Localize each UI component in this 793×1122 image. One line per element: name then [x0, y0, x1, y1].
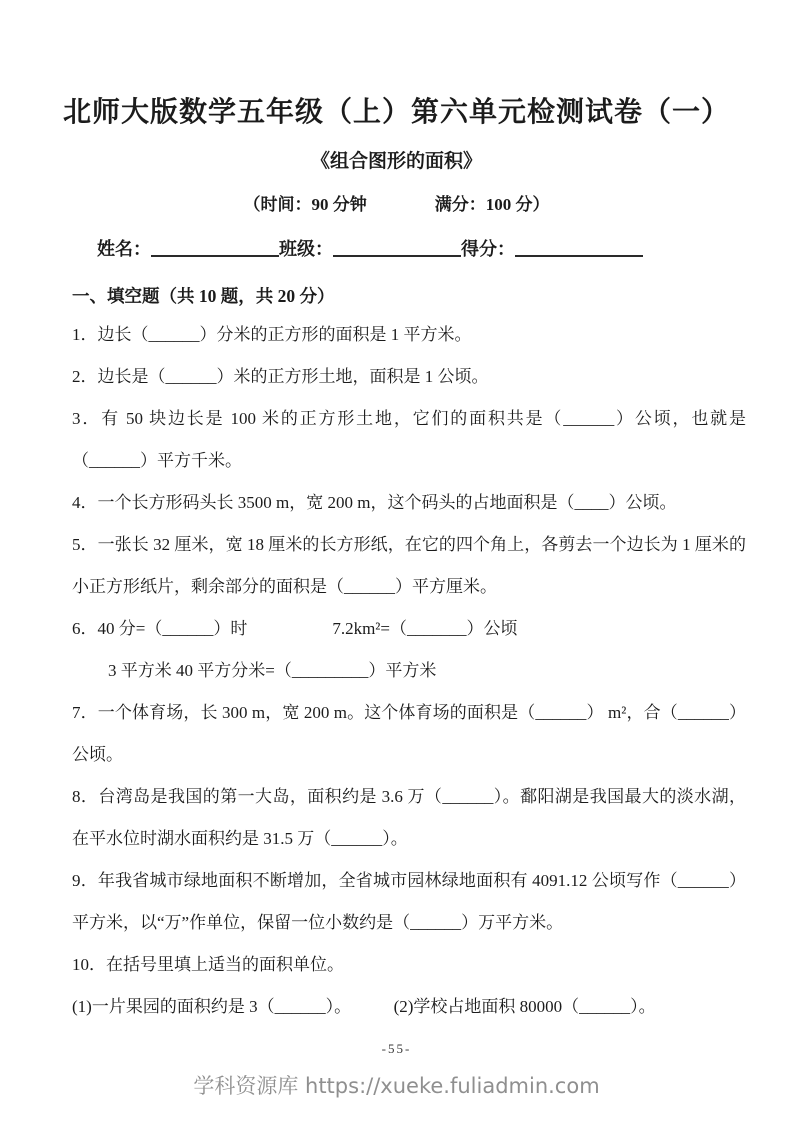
- watermark-text: 学科资源库 https://xueke.fuliadmin.com: [193, 1074, 600, 1098]
- question-list: [0, 314, 793, 1028]
- exam-time-score-line: （时间：90 分钟 满分：100 分）: [243, 195, 550, 214]
- name-blank: [151, 241, 279, 257]
- question-1: 1．边长（______）分米的正方形的面积是 1 平方米。: [72, 325, 472, 344]
- page-title: 北师大版数学五年级（上）第六单元检测试卷（一）: [62, 97, 730, 128]
- section-heading-fill-in-blanks: 一、填空题（共 10 题，共 20 分）: [72, 286, 335, 306]
- question-8: 8．台湾岛是我国的第一大岛，面积约是 3.6 万（______）。鄱阳湖是我国最大的淡水湖，在平水位时湖水面积约是 31.5 万（______）。: [72, 787, 746, 848]
- name-label: 姓名：: [97, 239, 151, 259]
- class-label: 班级：: [279, 239, 333, 259]
- score-blank: [515, 241, 643, 257]
- question-10-subitems: (1)一片果园的面积约是 3（______）。 (2)学校占地面积 80000（______）。: [72, 997, 656, 1016]
- question-10: 10．在括号里填上适当的面积单位。: [72, 955, 344, 974]
- question-4: 4．一个长方形码头长 3500 m，宽 200 m，这个码头的占地面积是（____）公顷。: [72, 493, 677, 512]
- question-5: 5．一张长 32 厘米，宽 18 厘米的长方形纸，在它的四个角上，各剪去一个边长为 1 厘米的小正方形纸片，剩余部分的面积是（______）平方厘米。: [72, 535, 746, 596]
- question-3: 3．有 50 块边长是 100 米的正方形土地，它们的面积共是（______）公顷，也就是（______）平方千米。: [72, 409, 746, 470]
- student-info-row: [0, 235, 793, 261]
- class-blank: [333, 241, 461, 257]
- question-2: 2．边长是（______）米的正方形土地，面积是 1 公顷。: [72, 367, 489, 386]
- page-number: -55-: [381, 1041, 412, 1056]
- page-subtitle: 《组合图形的面积》: [310, 151, 482, 172]
- question-7: 7．一个体育场，长 300 m，宽 200 m。这个体育场的面积是（______） m²，合（______）公顷。: [72, 703, 746, 764]
- question-6-line1: 6．40 分=（______）时 7.2km²=（_______）公顷: [72, 619, 518, 638]
- question-6-line2: 3 平方米 40 平方分米=（_________）平方米: [108, 661, 437, 680]
- question-9: 9．年我省城市绿地面积不断增加，全省城市园林绿地面积有 4091.12 公顷写作（______）平方米，以“万”作单位，保留一位小数约是（______）万平方米。: [72, 871, 746, 932]
- score-label: 得分：: [461, 239, 515, 259]
- page-footer: [0, 1041, 793, 1100]
